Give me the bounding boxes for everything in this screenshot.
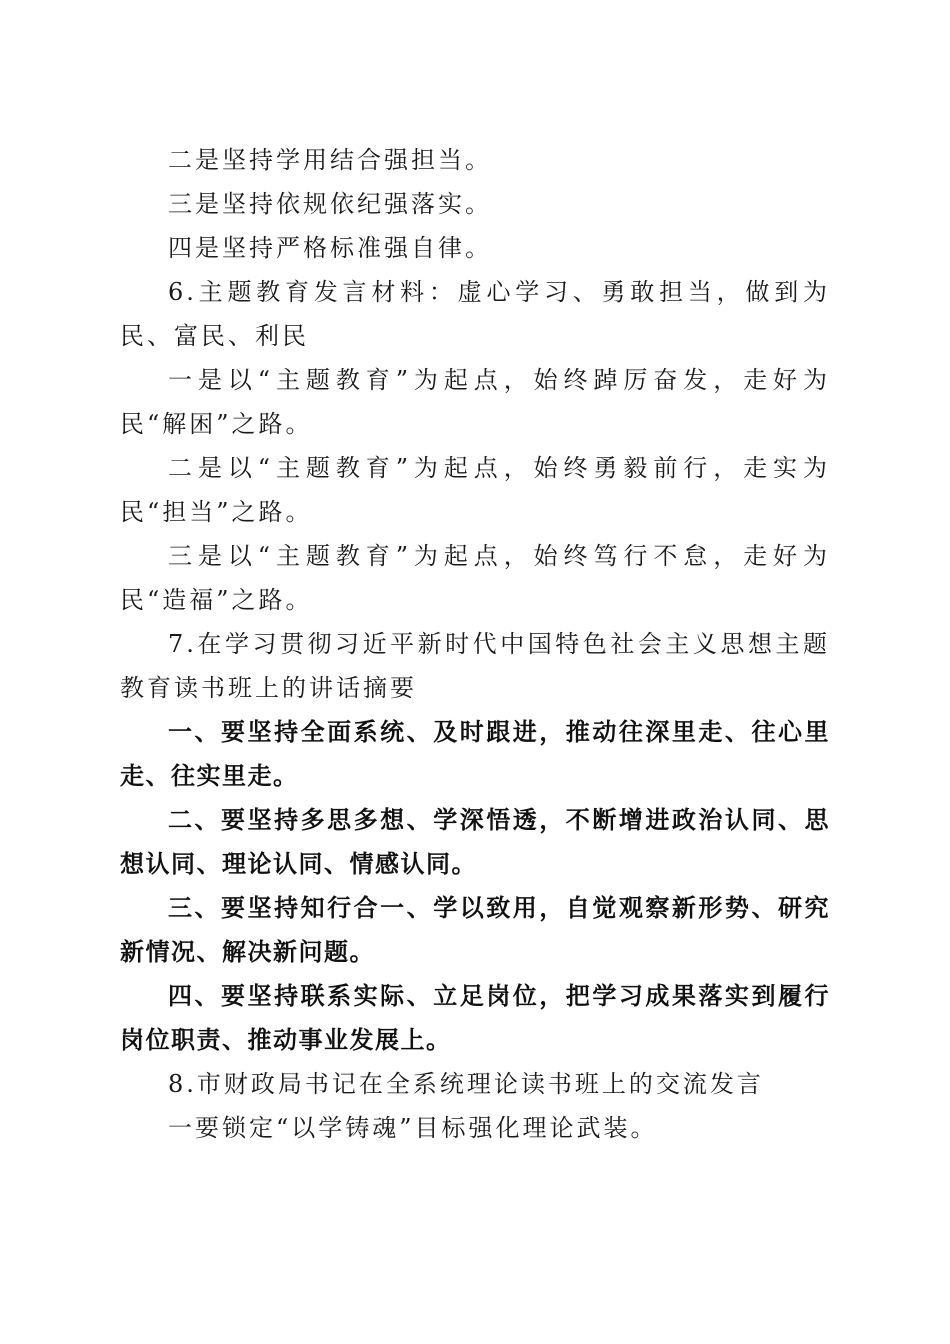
bold-paragraph: 三、要坚持知行合一、学以致用，自觉观察新形势、研究新情况、解决新问题。 (120, 894, 830, 966)
paragraph: 四是坚持严格标准强自律。 (168, 234, 492, 262)
paragraph: 一要锁定“以学铸魂”目标强化理论武装。 (168, 1114, 658, 1142)
bold-paragraph: 四、要坚持联系实际、立足岗位，把学习成果落实到履行岗位职责、推动事业发展上。 (120, 982, 830, 1054)
section-heading-8: 8.市财政局书记在全系统理论读书班上的交流发言 (168, 1070, 764, 1098)
section-heading-7: 7.在学习贯彻习近平新时代中国特色社会主义思想主题教育读书班上的讲话摘要 (120, 630, 830, 702)
paragraph: 二是以“主题教育”为起点，始终勇毅前行，走实为民“担当”之路。 (120, 454, 830, 526)
paragraph: 三是坚持依规依纪强落实。 (168, 190, 492, 218)
paragraph: 二是坚持学用结合强担当。 (168, 146, 492, 174)
paragraph: 三是以“主题教育”为起点，始终笃行不怠，走好为民“造福”之路。 (120, 542, 830, 614)
paragraph: 一是以“主题教育”为起点，始终踔厉奋发，走好为民“解困”之路。 (120, 366, 830, 438)
bold-paragraph: 二、要坚持多思多想、学深悟透，不断增进政治认同、思想认同、理论认同、情感认同。 (120, 806, 830, 878)
section-heading-6: 6.主题教育发言材料：虚心学习、勇敢担当，做到为民、富民、利民 (120, 278, 830, 350)
bold-paragraph: 一、要坚持全面系统、及时跟进，推动往深里走、往心里走、往实里走。 (120, 718, 830, 790)
document-body (120, 138, 830, 1150)
